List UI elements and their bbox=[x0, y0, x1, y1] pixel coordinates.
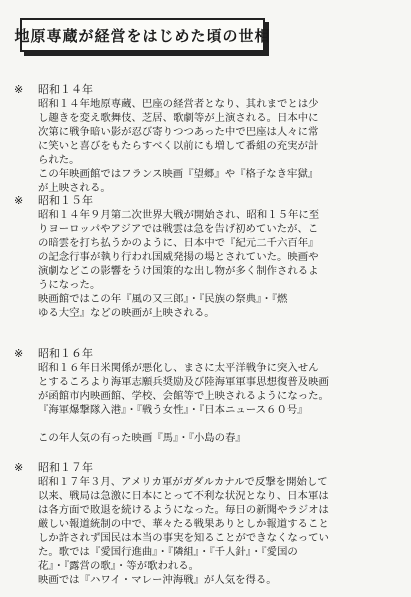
text-line: 昭和１７年３月、アメリカ軍がガダルカナルで反撃を開始して bbox=[38, 476, 328, 488]
section-body bbox=[38, 97, 399, 195]
text-line: 花』・『露営の歌』・等が歌われる。 bbox=[38, 560, 200, 572]
section-year: 昭和１５年 bbox=[38, 194, 93, 207]
text-line: 『海軍爆撃隊入港』・『戦う女性』・『日本ニュース６０号』 bbox=[38, 404, 308, 416]
text-line: 映画館ではこの年『風の又三郎』・『民族の祭典』・『燃 bbox=[38, 293, 288, 305]
reference-mark-icon: ※ bbox=[14, 461, 24, 474]
text-line: りヨーロッパやアジアでは戦雲は急を告げ初めていたが、こ bbox=[38, 223, 319, 235]
text-line: が上映される。 bbox=[38, 182, 111, 194]
section-body bbox=[38, 361, 399, 445]
text-line: ゆる大空』などの映画が上映される。 bbox=[38, 307, 215, 319]
section-3 bbox=[14, 346, 399, 445]
section-body bbox=[38, 475, 399, 587]
text-line: 演劇などこの影響をうけ国策的な出し物が多く制作されるよ bbox=[38, 265, 319, 277]
section-4 bbox=[14, 460, 399, 587]
text-line: の暗雲を打ち払うかのように、日本中で『紀元二千六百年』 bbox=[38, 237, 319, 249]
section-1 bbox=[14, 82, 399, 195]
reference-mark-icon: ※ bbox=[14, 83, 24, 96]
text-line: は各方面で敗退を続けるようになった。毎日の新聞やラジオは bbox=[38, 504, 329, 516]
text-line: この年映画館ではフランス映画『望郷』や『格子なき牢獄』 bbox=[38, 168, 319, 180]
page-title: 地原専蔵が経営をはじめた頃の世相 bbox=[14, 26, 271, 45]
text-line: られた。 bbox=[38, 154, 80, 166]
text-line: が函館市内映画館、学校、会館等で上映されるようになった。 bbox=[38, 390, 329, 402]
section-year: 昭和１４年 bbox=[38, 83, 93, 96]
text-line: 厳しい報道統制の中で、華々たる戦果ありとしか報道すること bbox=[38, 518, 329, 530]
reference-mark-icon: ※ bbox=[14, 347, 24, 360]
title-box bbox=[14, 18, 271, 52]
section-heading bbox=[14, 82, 399, 97]
text-line: 昭和１４年９月第二次世界大戦が開始され、昭和１５年に至 bbox=[38, 209, 320, 221]
section-body bbox=[38, 208, 399, 320]
text-line: この年人気の有った映画『馬』・『小島の春』 bbox=[38, 432, 246, 444]
text-line: 昭和１６年日米関係が悪化し、まさに太平洋戦争に突入せん bbox=[38, 362, 319, 374]
section-heading bbox=[14, 346, 399, 361]
text-line: し趣きを変え歌舞伎、芝居、歌劇等が上演される。日本中に bbox=[38, 112, 319, 124]
text-line: 次第に戦争暗い影が忍び寄りつつあった中で巴座は人々に常 bbox=[38, 126, 319, 138]
section-heading bbox=[14, 193, 399, 208]
text-line: 映画では『ハワイ・マレー沖海戦』が人気を得る。 bbox=[38, 574, 277, 586]
text-line: うになった。 bbox=[38, 279, 101, 291]
text-line: に笑いと喜びをもたらすべく以前にも増して番組の充実が計 bbox=[38, 140, 319, 152]
text-line: 昭和１４年地原専蔵、巴座の経営者となり、其れまでとは少 bbox=[38, 98, 319, 110]
section-year: 昭和１６年 bbox=[38, 347, 93, 360]
text-line: しか許されず国民は本当の事実を知ることができなくなってい bbox=[38, 532, 329, 544]
reference-mark-icon: ※ bbox=[14, 194, 24, 207]
text-line bbox=[38, 417, 399, 431]
section-year: 昭和１７年 bbox=[38, 461, 93, 474]
section-heading bbox=[14, 460, 399, 475]
section-2 bbox=[14, 193, 399, 320]
text-line: とするころより海軍志願兵奨励及び陸海軍軍事思想復普及映画 bbox=[38, 376, 329, 388]
text-line: た。歌では『愛国行進曲』・『隣組』・『千人針』・『愛国の bbox=[38, 546, 298, 558]
text-line: 以来、戦局は急激に日本にとって不利な状況となり、日本軍は bbox=[38, 490, 329, 502]
text-line: の記念行事が執り行われ国威発揚の場とされていた。映画や bbox=[38, 251, 319, 263]
